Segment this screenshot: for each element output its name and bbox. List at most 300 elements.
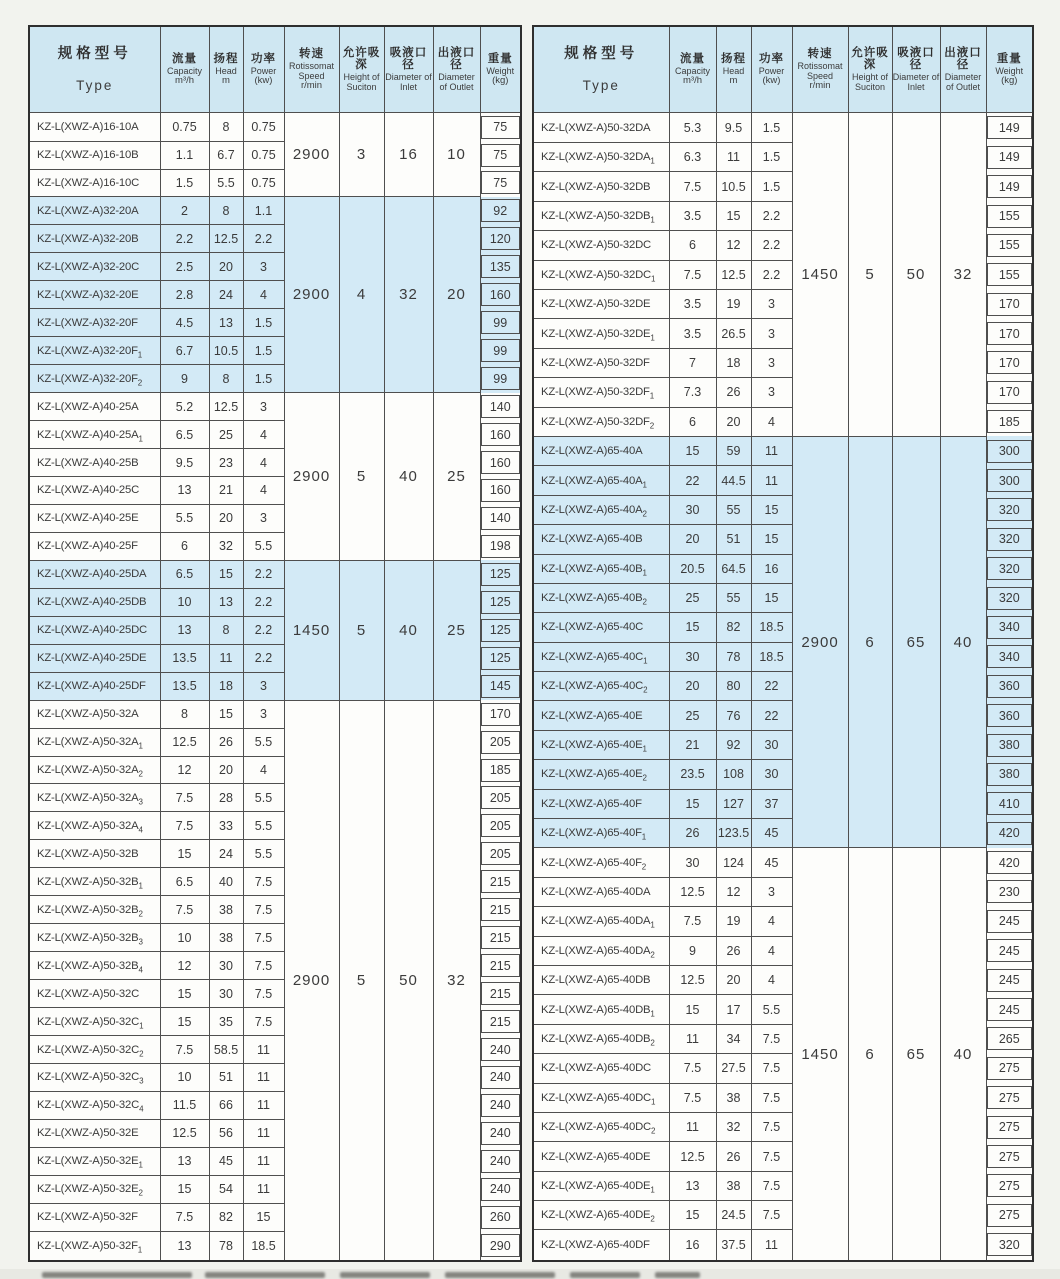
head-cell: 78 [209, 1231, 243, 1261]
speed-cell: 2900 [284, 393, 339, 561]
type-label: KZ-L(XWZ-A)50-32A [37, 819, 139, 832]
suction-cell: 6 [848, 848, 892, 1261]
type-subscript: 2 [641, 861, 647, 871]
power-cell: 7.5 [751, 1142, 792, 1171]
power-cell: 18.5 [243, 1231, 284, 1261]
type-label: KZ-L(XWZ-A)65-40F [541, 827, 642, 840]
col-header-en: Rotissomat Speed [288, 60, 334, 81]
head-cell: 20 [716, 965, 751, 994]
power-cell: 7.5 [751, 1083, 792, 1112]
col-header-suction [848, 26, 892, 113]
type-label: KZ-L(XWZ-A)32-20F [37, 316, 138, 329]
capacity-cell: 26 [669, 819, 716, 848]
col-header-zh: 流量 [172, 52, 197, 65]
capacity-cell: 11.5 [160, 1091, 209, 1119]
capacity-cell: 12 [160, 756, 209, 784]
col-header-en: Weight [486, 65, 515, 76]
weight-value-box: 275 [987, 1086, 1033, 1109]
power-cell: 18.5 [751, 642, 792, 671]
col-header-unit: m³/h [175, 74, 194, 86]
power-cell: 7.5 [751, 1112, 792, 1141]
power-cell: 7.5 [751, 1054, 792, 1083]
type-cell [533, 583, 669, 612]
power-cell: 1.5 [751, 143, 792, 172]
type-cell [29, 672, 160, 700]
cutoff-text-mark [340, 1272, 430, 1278]
weight-value-box: 205 [481, 842, 521, 865]
type-cell [29, 1231, 160, 1261]
weight-value-box: 300 [987, 469, 1033, 492]
col-header-unit: m [222, 74, 230, 86]
power-cell: 2.2 [243, 225, 284, 253]
weight-value-box: 170 [987, 293, 1033, 316]
outlet-cell: 20 [433, 197, 480, 393]
spec-row [29, 197, 521, 225]
type-label: KZ-L(XWZ-A)65-40DB [541, 1032, 651, 1045]
suction-cell: 5 [339, 700, 384, 1261]
capacity-cell: 7.5 [160, 812, 209, 840]
head-cell: 26 [209, 728, 243, 756]
type-label: KZ-L(XWZ-A)50-32DE [541, 298, 651, 311]
head-cell: 8 [209, 197, 243, 225]
head-cell: 80 [716, 672, 751, 701]
weight-value-box: 215 [481, 870, 521, 893]
type-label: KZ-L(XWZ-A)16-10B [37, 149, 139, 162]
inlet-cell: 32 [384, 197, 433, 393]
col-header-zh: 吸液口径 [389, 46, 428, 72]
weight-cell [480, 896, 521, 924]
type-subscript: 3 [138, 936, 143, 946]
weight-cell [986, 1112, 1033, 1141]
type-cell [29, 197, 160, 225]
type-subscript: 1 [643, 656, 648, 666]
weight-value-box: 125 [481, 591, 521, 614]
type-subscript: 1 [651, 274, 656, 284]
outlet-cell: 25 [433, 560, 480, 700]
type-label: KZ-L(XWZ-A)50-32A [37, 708, 139, 721]
type-subscript: 1 [650, 332, 655, 342]
capacity-cell: 10 [160, 1064, 209, 1092]
type-cell [533, 1201, 669, 1230]
type-cell [533, 819, 669, 848]
type-subscript: 1 [137, 1245, 143, 1255]
weight-value-box: 300 [987, 440, 1033, 463]
type-label: KZ-L(XWZ-A)65-40A [541, 474, 643, 487]
head-cell: 10.5 [209, 337, 243, 365]
head-cell: 51 [716, 525, 751, 554]
capacity-cell: 2 [160, 197, 209, 225]
weight-cell [986, 466, 1033, 495]
suction-cell: 3 [339, 113, 384, 197]
weight-value-box: 320 [987, 498, 1033, 521]
type-subscript: 2 [650, 1038, 655, 1048]
head-cell: 38 [716, 1171, 751, 1200]
weight-cell [480, 784, 521, 812]
type-subscript: 1 [642, 567, 647, 577]
col-header-zh: 重量 [996, 52, 1022, 65]
col-header-zh: 吸液口径 [897, 46, 935, 72]
capacity-cell: 6.7 [160, 337, 209, 365]
type-label: KZ-L(XWZ-A)50-32C [37, 1043, 140, 1056]
weight-value-box: 99 [481, 311, 521, 334]
col-header-zh: 功率 [251, 52, 276, 65]
weight-cell [986, 143, 1033, 172]
cutoff-text-mark [42, 1272, 192, 1278]
head-cell: 45 [209, 1147, 243, 1175]
weight-cell [986, 1024, 1033, 1053]
spec-row [29, 393, 521, 421]
head-cell: 26 [716, 378, 751, 407]
type-label: KZ-L(XWZ-A)40-25F [37, 540, 138, 553]
power-cell: 3 [751, 877, 792, 906]
type-label: KZ-L(XWZ-A)65-40DC [541, 1121, 652, 1134]
capacity-cell: 13 [160, 1231, 209, 1261]
power-cell: 0.75 [243, 113, 284, 142]
weight-cell [986, 319, 1033, 348]
col-header-en: Diameter of Inlet [385, 72, 432, 93]
weight-cell [480, 1119, 521, 1147]
weight-cell [480, 672, 521, 700]
weight-value-box: 245 [987, 910, 1033, 933]
capacity-cell: 7.5 [160, 1036, 209, 1064]
head-cell: 24 [209, 281, 243, 309]
type-label: KZ-L(XWZ-A)50-32DF [541, 356, 650, 369]
spec-row [29, 700, 521, 728]
col-header-en: Type [76, 78, 114, 94]
power-cell: 11 [243, 1147, 284, 1175]
spec-row [29, 560, 521, 588]
head-cell: 21 [209, 477, 243, 505]
capacity-cell: 13 [160, 477, 209, 505]
power-cell: 37 [751, 789, 792, 818]
capacity-cell: 7.3 [669, 378, 716, 407]
weight-value-box: 170 [987, 351, 1033, 374]
type-label: KZ-L(XWZ-A)65-40B [541, 533, 643, 546]
type-cell [533, 1230, 669, 1261]
capacity-cell: 12.5 [160, 1119, 209, 1147]
type-subscript: 2 [138, 909, 143, 919]
weight-cell [480, 504, 521, 532]
power-cell: 1.1 [243, 197, 284, 225]
type-subscript: 1 [650, 1008, 655, 1018]
head-cell: 8 [209, 365, 243, 393]
capacity-cell: 15 [669, 789, 716, 818]
head-cell: 17 [716, 995, 751, 1024]
weight-cell [480, 169, 521, 197]
outlet-cell: 10 [433, 113, 480, 197]
type-cell [533, 554, 669, 583]
power-cell: 11 [751, 466, 792, 495]
weight-cell [986, 1054, 1033, 1083]
type-cell [533, 1083, 669, 1112]
weight-cell [986, 348, 1033, 377]
capacity-cell: 6 [669, 231, 716, 260]
weight-cell [986, 789, 1033, 818]
power-cell: 11 [751, 436, 792, 465]
power-cell: 15 [751, 583, 792, 612]
head-cell: 27.5 [716, 1054, 751, 1083]
head-cell: 37.5 [716, 1230, 751, 1261]
weight-value-box: 230 [987, 880, 1033, 903]
head-cell: 25 [209, 421, 243, 449]
power-cell: 22 [751, 672, 792, 701]
weight-cell [480, 1175, 521, 1203]
weight-value-box: 240 [481, 1038, 521, 1061]
head-cell: 18 [716, 348, 751, 377]
power-cell: 30 [751, 760, 792, 789]
col-header-en: Capacity [674, 65, 710, 76]
weight-cell [986, 995, 1033, 1024]
weight-value-box: 275 [987, 1204, 1033, 1227]
col-header-type [29, 26, 160, 113]
type-subscript: 1 [138, 1160, 143, 1170]
head-cell: 10.5 [716, 172, 751, 201]
col-header-head [209, 26, 243, 113]
outlet-cell: 32 [433, 700, 480, 1261]
inlet-cell: 65 [892, 436, 940, 847]
col-header-head [716, 26, 751, 113]
weight-cell [480, 113, 521, 142]
capacity-cell: 7.5 [669, 172, 716, 201]
col-header-outlet [940, 26, 986, 113]
weight-value-box: 275 [987, 1116, 1033, 1139]
power-cell: 3 [243, 672, 284, 700]
weight-cell [480, 644, 521, 672]
weight-cell [480, 365, 521, 393]
weight-cell [986, 113, 1033, 143]
cutoff-text-mark [445, 1272, 555, 1278]
power-cell: 3 [751, 378, 792, 407]
weight-value-box: 135 [481, 255, 521, 278]
weight-value-box: 240 [481, 1066, 521, 1089]
capacity-cell: 15 [160, 1008, 209, 1036]
weight-value-box: 260 [481, 1206, 521, 1229]
capacity-cell: 8 [160, 700, 209, 728]
head-cell: 12.5 [209, 393, 243, 421]
col-header-unit: (kw) [254, 74, 273, 86]
head-cell: 26 [716, 936, 751, 965]
head-cell: 82 [209, 1203, 243, 1231]
weight-value-box: 340 [987, 616, 1033, 639]
power-cell: 0.75 [243, 141, 284, 169]
power-cell: 2.2 [243, 588, 284, 616]
power-cell: 4 [243, 477, 284, 505]
head-cell: 12 [716, 231, 751, 260]
weight-value-box: 120 [481, 227, 521, 250]
power-cell: 2.2 [751, 231, 792, 260]
head-cell: 20 [209, 504, 243, 532]
weight-value-box: 155 [987, 205, 1033, 228]
col-header-type [533, 26, 669, 113]
weight-cell [986, 877, 1033, 906]
capacity-cell: 6.3 [669, 143, 716, 172]
type-cell [29, 1091, 160, 1119]
power-cell: 1.5 [243, 337, 284, 365]
type-cell [533, 1024, 669, 1053]
power-cell: 4 [751, 965, 792, 994]
type-cell [29, 253, 160, 281]
col-header-power [243, 26, 284, 113]
type-label: KZ-L(XWZ-A)65-40A [541, 503, 643, 516]
weight-cell [480, 309, 521, 337]
type-label: KZ-L(XWZ-A)40-25A [37, 400, 139, 413]
weight-cell [986, 231, 1033, 260]
weight-cell [986, 907, 1033, 936]
head-cell: 59 [716, 436, 751, 465]
power-cell: 4 [751, 907, 792, 936]
speed-cell: 2900 [284, 700, 339, 1261]
head-cell: 30 [209, 980, 243, 1008]
capacity-cell: 13.5 [160, 644, 209, 672]
type-cell [29, 840, 160, 868]
pump-spec-table-left [28, 25, 522, 1262]
capacity-cell: 2.5 [160, 253, 209, 281]
type-label: KZ-L(XWZ-A)50-32DC [541, 239, 652, 252]
type-label: KZ-L(XWZ-A)65-40DE [541, 1209, 651, 1222]
weight-cell [986, 730, 1033, 759]
type-subscript: 2 [650, 950, 655, 960]
type-label: KZ-L(XWZ-A)40-25DB [37, 596, 147, 609]
head-cell: 66 [209, 1091, 243, 1119]
capacity-cell: 13 [669, 1171, 716, 1200]
weight-cell [480, 840, 521, 868]
head-cell: 34 [716, 1024, 751, 1053]
type-label: KZ-L(XWZ-A)65-40DE [541, 1179, 651, 1192]
weight-value-box: 205 [481, 786, 521, 809]
col-header-unit: m³/h [683, 74, 702, 86]
power-cell: 5.5 [243, 532, 284, 560]
weight-cell [480, 421, 521, 449]
weight-cell [986, 1083, 1033, 1112]
col-header-unit: (kg) [1001, 74, 1018, 86]
type-cell [29, 504, 160, 532]
weight-cell [986, 436, 1033, 465]
capacity-cell: 7.5 [669, 1083, 716, 1112]
weight-cell [986, 936, 1033, 965]
head-cell: 127 [716, 789, 751, 818]
weight-value-box: 380 [987, 763, 1033, 786]
type-label: KZ-L(XWZ-A)50-32B [37, 847, 139, 860]
weight-value-box: 215 [481, 898, 521, 921]
capacity-cell: 12 [160, 952, 209, 980]
power-cell: 15 [243, 1203, 284, 1231]
head-cell: 19 [716, 907, 751, 936]
type-label: KZ-L(XWZ-A)50-32E [37, 1183, 139, 1196]
weight-value-box: 290 [481, 1234, 521, 1257]
weight-value-box: 155 [987, 234, 1033, 257]
head-cell: 76 [716, 701, 751, 730]
head-cell: 44.5 [716, 466, 751, 495]
head-cell: 78 [716, 642, 751, 671]
type-label: KZ-L(XWZ-A)50-32DA [541, 121, 651, 134]
type-cell [533, 907, 669, 936]
type-label: KZ-L(XWZ-A)40-25DE [37, 652, 147, 665]
type-label: KZ-L(XWZ-A)40-25C [37, 484, 140, 497]
header-row [533, 26, 1033, 113]
capacity-cell: 12.5 [669, 877, 716, 906]
capacity-cell: 1.1 [160, 141, 209, 169]
type-cell [533, 1171, 669, 1200]
type-subscript: 4 [138, 964, 143, 974]
head-cell: 32 [716, 1112, 751, 1141]
capacity-cell: 20.5 [669, 554, 716, 583]
type-label: KZ-L(XWZ-A)50-32DC [541, 268, 652, 281]
type-cell [29, 868, 160, 896]
type-cell [533, 525, 669, 554]
weight-value-box: 320 [987, 587, 1033, 610]
pump-spec-table-right [532, 25, 1034, 1262]
head-cell: 12.5 [209, 225, 243, 253]
type-subscript: 2 [138, 1188, 143, 1198]
type-cell [29, 616, 160, 644]
head-cell: 35 [209, 1008, 243, 1036]
type-label: KZ-L(XWZ-A)32-20E [37, 288, 139, 301]
head-cell: 15 [716, 201, 751, 230]
type-label: KZ-L(XWZ-A)32-20B [37, 232, 139, 245]
spec-row [533, 436, 1033, 465]
header-row [29, 26, 521, 113]
type-label: KZ-L(XWZ-A)50-32B [37, 959, 139, 972]
power-cell: 7.5 [243, 952, 284, 980]
weight-value-box: 215 [481, 982, 521, 1005]
type-subscript: 1 [649, 391, 655, 401]
weight-cell [986, 613, 1033, 642]
head-cell: 20 [209, 756, 243, 784]
col-header-en: Height of Suciton [343, 72, 380, 93]
power-cell: 1.5 [243, 365, 284, 393]
weight-cell [986, 525, 1033, 554]
weight-cell [986, 848, 1033, 877]
weight-cell [986, 495, 1033, 524]
head-cell: 20 [209, 253, 243, 281]
type-label: KZ-L(XWZ-A)65-40B [541, 592, 643, 605]
type-label: KZ-L(XWZ-A)50-32C [37, 1015, 140, 1028]
capacity-cell: 7.5 [669, 907, 716, 936]
weight-value-box: 198 [481, 535, 521, 558]
speed-cell: 2900 [792, 436, 848, 847]
head-cell: 55 [716, 583, 751, 612]
type-label: KZ-L(XWZ-A)50-32E [37, 1155, 139, 1168]
weight-value-box: 240 [481, 1178, 521, 1201]
type-cell [533, 495, 669, 524]
type-label: KZ-L(XWZ-A)65-40E [541, 739, 643, 752]
head-cell: 124 [716, 848, 751, 877]
type-cell [29, 449, 160, 477]
head-cell: 15 [209, 560, 243, 588]
capacity-cell: 3.5 [669, 289, 716, 318]
type-cell [29, 644, 160, 672]
weight-cell [480, 1008, 521, 1036]
power-cell: 0.75 [243, 169, 284, 197]
suction-cell: 5 [339, 393, 384, 561]
type-cell [533, 201, 669, 230]
col-header-en: Diameter of Outlet [944, 72, 982, 93]
weight-value-box: 160 [481, 423, 521, 446]
type-cell [533, 378, 669, 407]
type-cell [533, 672, 669, 701]
type-label: KZ-L(XWZ-A)50-32A [37, 764, 139, 776]
type-cell [533, 436, 669, 465]
power-cell: 18.5 [751, 613, 792, 642]
type-subscript: 1 [641, 832, 647, 842]
capacity-cell: 6.5 [160, 868, 209, 896]
speed-cell: 1450 [284, 560, 339, 700]
weight-value-box: 140 [481, 395, 521, 418]
type-subscript: 2 [643, 685, 648, 695]
head-cell: 123.5 [716, 819, 751, 848]
weight-value-box: 99 [481, 339, 521, 362]
type-subscript: 1 [650, 156, 655, 166]
